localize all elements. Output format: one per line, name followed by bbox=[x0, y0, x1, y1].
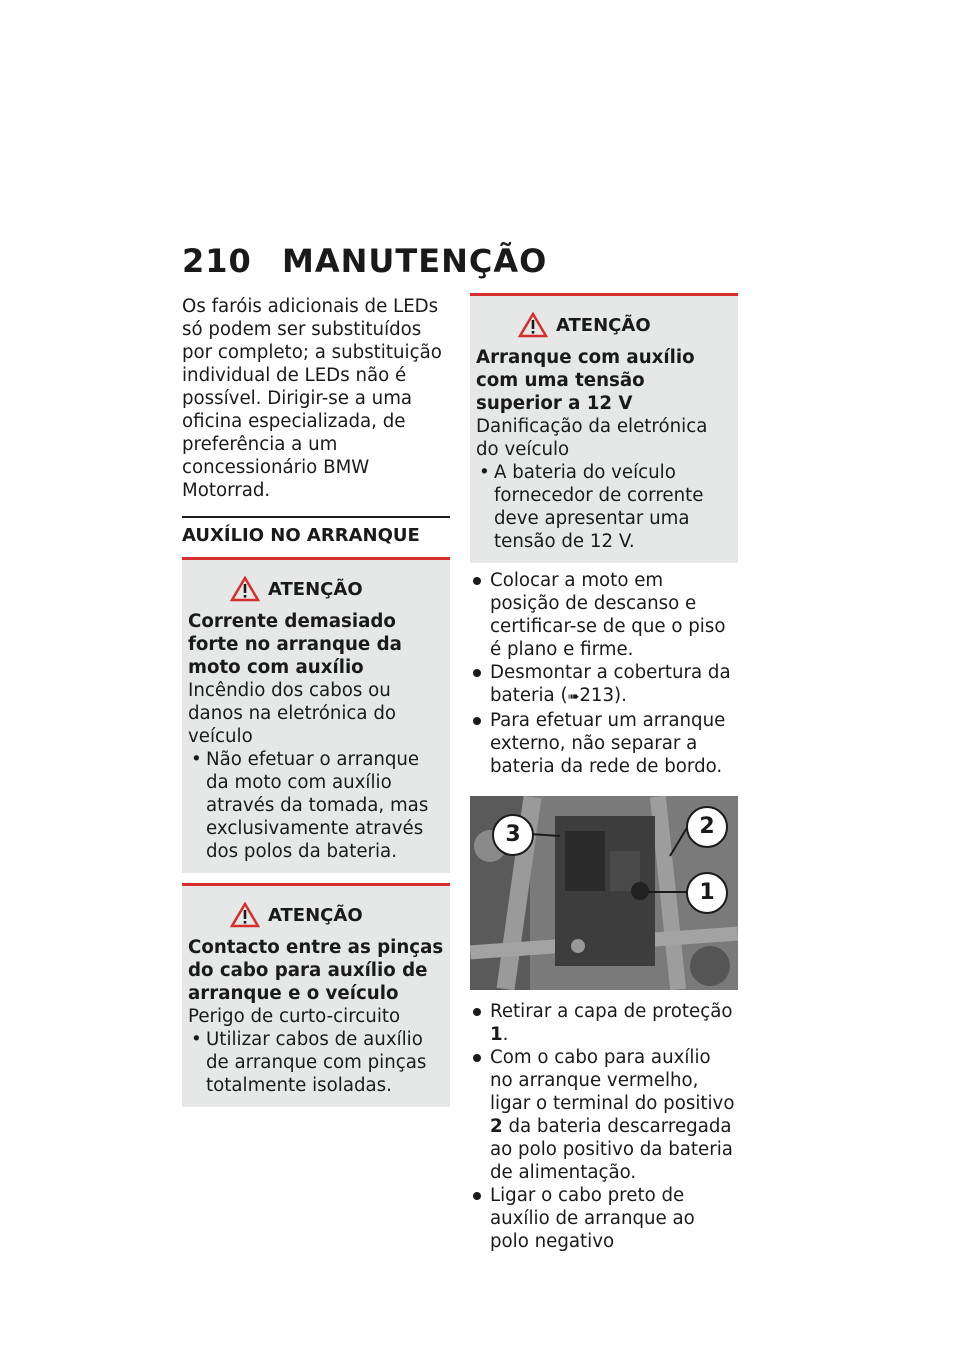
warning-title: Arranque com auxílio com uma tensão superior a 12 V bbox=[476, 347, 695, 414]
steps-list-b bbox=[470, 1000, 738, 1253]
step-text: Retirar a capa de proteção bbox=[490, 1001, 733, 1022]
step-item: Ligar o cabo preto de auxílio de arranque ao polo negativo bbox=[470, 1184, 738, 1253]
steps-list-a bbox=[470, 569, 738, 778]
warning-box-2 bbox=[182, 883, 450, 1107]
warning-actions bbox=[188, 1028, 444, 1097]
step-item: Para efetuar um arranque externo, não separar a bateria da rede de bordo. bbox=[470, 709, 738, 778]
page-header bbox=[182, 242, 547, 280]
warning-header bbox=[188, 576, 444, 602]
page-number: 210 bbox=[182, 242, 252, 280]
warning-triangle-icon bbox=[230, 902, 260, 928]
step-text: Desmontar a cobertura da bateria ( bbox=[490, 662, 731, 706]
right-column bbox=[470, 293, 738, 1253]
step-text: Com o cabo para auxílio no arranque vermelho, ligar o terminal do positivo bbox=[490, 1047, 735, 1114]
item-number: 2 bbox=[490, 1116, 503, 1137]
warning-consequence: Incêndio dos cabos ou danos na eletrónica do veículo bbox=[188, 680, 397, 747]
warning-triangle-icon bbox=[230, 576, 260, 602]
warning-header bbox=[188, 902, 444, 928]
step-text: ). bbox=[614, 685, 627, 706]
warning-label: ATENÇÃO bbox=[268, 578, 363, 600]
warning-box-3 bbox=[470, 293, 738, 563]
warning-triangle-icon bbox=[518, 312, 548, 338]
step-item bbox=[470, 661, 738, 709]
warning-title: Corrente demasiado forte no arranque da moto com auxílio bbox=[188, 611, 402, 678]
page-reference-arrow-icon: ➠ bbox=[567, 689, 580, 705]
step-text: . bbox=[502, 1024, 509, 1045]
callout-3: 3 bbox=[492, 814, 534, 856]
page-reference[interactable]: 213 bbox=[579, 685, 615, 706]
warning-consequence: Perigo de curto-circuito bbox=[188, 1006, 401, 1027]
section-title: AUXÍLIO NO ARRANQUE bbox=[182, 516, 450, 557]
left-column bbox=[182, 295, 450, 1117]
step-text: da bateria descarregada ao polo positivo da bateria de alimentação. bbox=[490, 1116, 733, 1183]
warning-actions bbox=[188, 748, 444, 863]
warning-actions bbox=[476, 461, 732, 553]
intro-paragraph: Os faróis adicionais de LEDs só podem ser substituídos por completo; a substituição individual de LEDs não é possível. Dirigir-se a uma oficina especializada, de preferência a um concessionário BMW Motorrad. bbox=[182, 296, 442, 501]
page-title: MANUTENÇÃO bbox=[282, 242, 548, 280]
warning-box-1 bbox=[182, 557, 450, 873]
callout-2: 2 bbox=[686, 806, 728, 848]
step-item: Colocar a moto em posição de descanso e certificar-se de que o piso é plano e firme. bbox=[470, 569, 738, 661]
step-item bbox=[470, 1046, 738, 1184]
step-item bbox=[470, 1000, 738, 1046]
warning-consequence: Danificação da eletrónica do veículo bbox=[476, 416, 708, 460]
warning-header bbox=[476, 312, 732, 338]
warning-action: • A bateria do veículo fornecedor de corrente deve apresentar uma tensão de 12 V. bbox=[476, 461, 732, 553]
callout-1: 1 bbox=[686, 872, 728, 914]
battery-photo bbox=[470, 796, 738, 990]
warning-label: ATENÇÃO bbox=[268, 904, 363, 926]
item-number: 1 bbox=[490, 1024, 503, 1045]
warning-action: • Utilizar cabos de auxílio de arranque com pinças totalmente isoladas. bbox=[188, 1028, 444, 1097]
warning-label: ATENÇÃO bbox=[556, 314, 651, 336]
warning-action: • Não efetuar o arranque da moto com auxílio através da tomada, mas exclusivamente através dos polos da bateria. bbox=[188, 748, 444, 863]
warning-title: Contacto entre as pinças do cabo para auxílio de arranque e o veículo bbox=[188, 937, 444, 1004]
